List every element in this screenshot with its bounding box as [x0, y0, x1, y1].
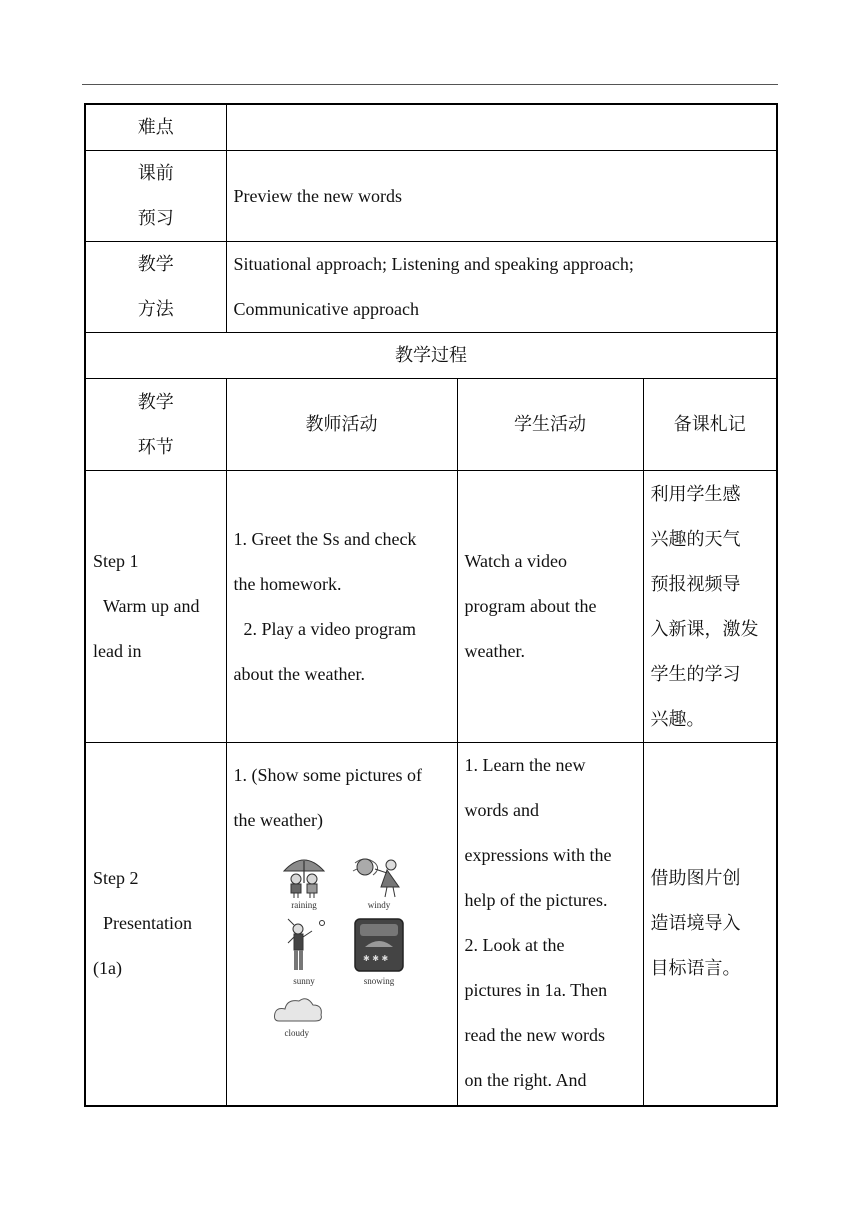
step2-row	[85, 743, 777, 1106]
step1-row	[85, 471, 777, 743]
step1-stage-line: lead in	[93, 641, 142, 661]
stage-header-line2: 环节	[137, 436, 174, 458]
stage-header-line1: 教学	[137, 391, 174, 413]
sunny-boy-icon	[276, 917, 332, 975]
step2-stage-line: Step 2	[93, 868, 139, 889]
step2-notes	[643, 743, 777, 1106]
step2-student-line: help of the pictures.	[464, 890, 608, 910]
lesson-plan-table	[84, 103, 778, 1107]
methods-row	[85, 242, 777, 333]
methods-label	[85, 242, 226, 333]
step1-student-line: Watch a video	[464, 551, 568, 571]
step2-teacher-line: the weather)	[233, 810, 323, 830]
step1-teacher-line: about the weather.	[233, 663, 365, 684]
windy-picture	[342, 853, 417, 911]
step2-student-line: expressions with the	[464, 845, 612, 865]
preview-label	[85, 151, 226, 242]
snowing-sign-icon	[351, 917, 407, 975]
methods-content-line1: Situational approach; Listening and speaking approach;	[233, 254, 634, 274]
step2-notes-line: 目标语言。	[650, 958, 741, 980]
methods-label-line1: 教学	[137, 254, 174, 275]
step2-stage	[85, 743, 226, 1106]
step2-teacher	[226, 743, 457, 1106]
step2-student-line: read the new words	[464, 1025, 605, 1045]
notes-header: 备课札记	[643, 379, 777, 471]
step1-notes-line: 入新课，激发	[650, 618, 759, 640]
difficulty-label: 难点	[85, 104, 226, 151]
raining-picture	[267, 853, 342, 911]
sunny-picture	[267, 917, 342, 987]
step1-teacher-line: 1. Greet the Ss and check	[233, 528, 417, 549]
step2-student-line: 2. Look at the	[464, 935, 565, 955]
teacher-activity-header: 教师活动	[226, 379, 457, 471]
methods-content	[226, 242, 777, 333]
step1-notes	[643, 471, 777, 743]
raining-kids-umbrella-icon	[276, 853, 332, 899]
student-activity-header: 学生活动	[457, 379, 643, 471]
step1-stage-line: Warm up and	[103, 596, 200, 616]
step1-teacher-line: the homework.	[233, 573, 342, 594]
step1-student-line: program about the	[464, 596, 597, 616]
column-header-row	[85, 379, 777, 471]
step2-student-line: pictures in 1a. Then	[464, 980, 608, 1000]
process-header: 教学过程	[85, 333, 777, 379]
process-header-row	[85, 333, 777, 379]
step2-notes-line: 造语境导入	[650, 913, 741, 935]
weather-pictures	[267, 853, 417, 1039]
windy-caption: windy	[367, 900, 391, 910]
step2-stage-line: (1a)	[93, 958, 122, 979]
step2-teacher-line: 1. (Show some pictures of	[233, 765, 422, 785]
cloudy-caption: cloudy	[284, 1028, 309, 1038]
step2-student-line: 1. Learn the new	[464, 755, 586, 775]
methods-label-line2: 方法	[137, 299, 174, 320]
snowing-caption: snowing	[363, 976, 395, 986]
step1-notes-line: 预报视频导	[650, 573, 741, 595]
step1-notes-line: 利用学生感	[650, 483, 741, 505]
step1-notes-line: 兴趣。	[650, 708, 705, 730]
step1-stage-line: Step 1	[93, 551, 139, 571]
stage-header	[85, 379, 226, 471]
step2-stage-line: Presentation	[103, 913, 192, 934]
step1-notes-line: 学生的学习	[650, 663, 741, 685]
step2-student-line: words and	[464, 800, 539, 820]
step2-student-line: on the right. And	[464, 1070, 587, 1090]
step2-student	[457, 743, 643, 1106]
preview-label-line1: 课前	[137, 163, 174, 184]
preview-label-line2: 预习	[137, 208, 174, 229]
step1-stage	[85, 471, 226, 743]
step1-student	[457, 471, 643, 743]
raining-caption: raining	[291, 900, 317, 910]
step1-student-line: weather.	[464, 641, 525, 661]
methods-content-line2: Communicative approach	[233, 299, 419, 319]
difficulty-row	[85, 104, 777, 151]
step1-teacher	[226, 471, 457, 743]
step1-notes-line: 兴趣的天气	[650, 528, 741, 550]
preview-content: Preview the new words	[226, 151, 777, 242]
snowing-picture	[342, 917, 417, 987]
cloud-icon	[271, 993, 327, 1027]
cloudy-picture	[267, 993, 417, 1039]
preview-row	[85, 151, 777, 242]
header-rule	[82, 84, 778, 85]
step2-notes-line: 借助图片创	[650, 868, 741, 890]
windy-girl-icon	[351, 853, 407, 899]
difficulty-content	[226, 104, 777, 151]
sunny-caption: sunny	[293, 976, 315, 986]
step1-teacher-line: 2. Play a video program	[243, 618, 416, 639]
svg-text:✱ ✱ ✱: ✱ ✱ ✱	[363, 954, 389, 963]
